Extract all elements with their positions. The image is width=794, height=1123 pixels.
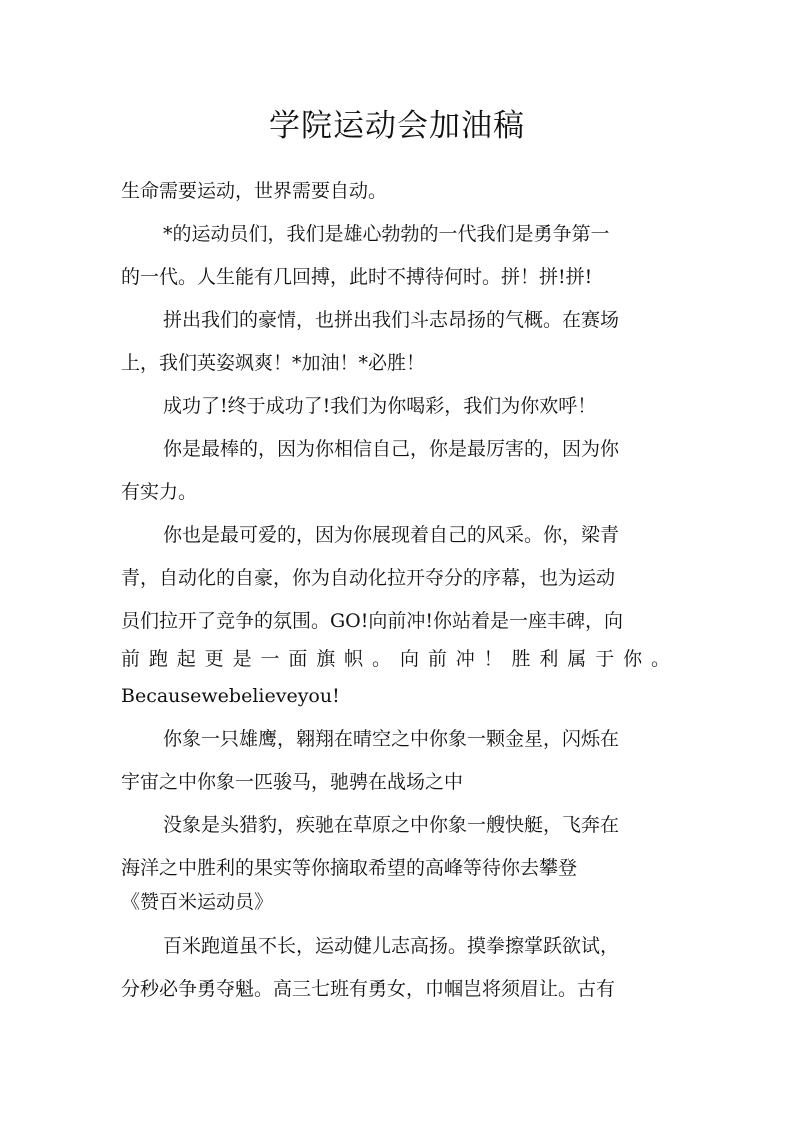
text-line: Becausewebelieveyou!	[121, 685, 340, 707]
document-title: 学院运动会加油稿	[269, 108, 525, 144]
text-line: 没象是头猎豹，疾驰在草原之中你象一艘快艇，飞奔在	[163, 814, 620, 836]
text-line: 你是最棒的，因为你相信自己，你是最厉害的，因为你	[163, 438, 620, 460]
text-line: 青，自动化的自豪，你为自动化拉开夺分的序幕，也为运动	[121, 567, 616, 589]
text-line: 你象一只雄鹰，翱翔在晴空之中你象一颗金星，闪烁在	[163, 728, 620, 750]
text-line: 海洋之中胜利的果实等你摘取希望的高峰等待你去攀登	[121, 857, 578, 879]
text-line: 《赞百米运动员》	[121, 891, 274, 913]
text-line: 员们拉开了竞争的氛围。GO!向前冲!你站着是一座丰碑，向	[121, 610, 624, 632]
text-line: 成功了!终于成功了!我们为你喝彩，我们为你欢呼！	[163, 395, 597, 417]
text-line: 有实力。	[121, 481, 198, 503]
text-line: 前跑起更是一面旗帜。向前冲！胜利属于你。	[121, 648, 670, 670]
text-line: 你也是最可爱的，因为你展现着自己的风采。你，梁青	[163, 524, 620, 546]
text-line: *的运动员们，我们是雄心勃勃的一代我们是勇争第一	[163, 223, 610, 245]
text-line: 拼出我们的豪情，也拼出我们斗志昂扬的气概。在赛场	[163, 309, 620, 331]
text-line: 宇宙之中你象一匹骏马，驰骋在战场之中	[121, 771, 464, 793]
text-line: 上，我们英姿飒爽！*加油！*必胜！	[121, 352, 426, 374]
text-line: 分秒必争勇夺魁。高三七班有勇女，巾帼岂将须眉让。古有	[121, 978, 616, 1000]
text-line: 百米跑道虽不长，运动健儿志高扬。摸拳擦掌跃欲试，	[163, 935, 620, 957]
text-line: 的一代。人生能有几回搏，此时不搏待何时。拼！拼!拼!	[121, 266, 593, 288]
text-line: 生命需要运动，世界需要自动。	[121, 180, 388, 202]
